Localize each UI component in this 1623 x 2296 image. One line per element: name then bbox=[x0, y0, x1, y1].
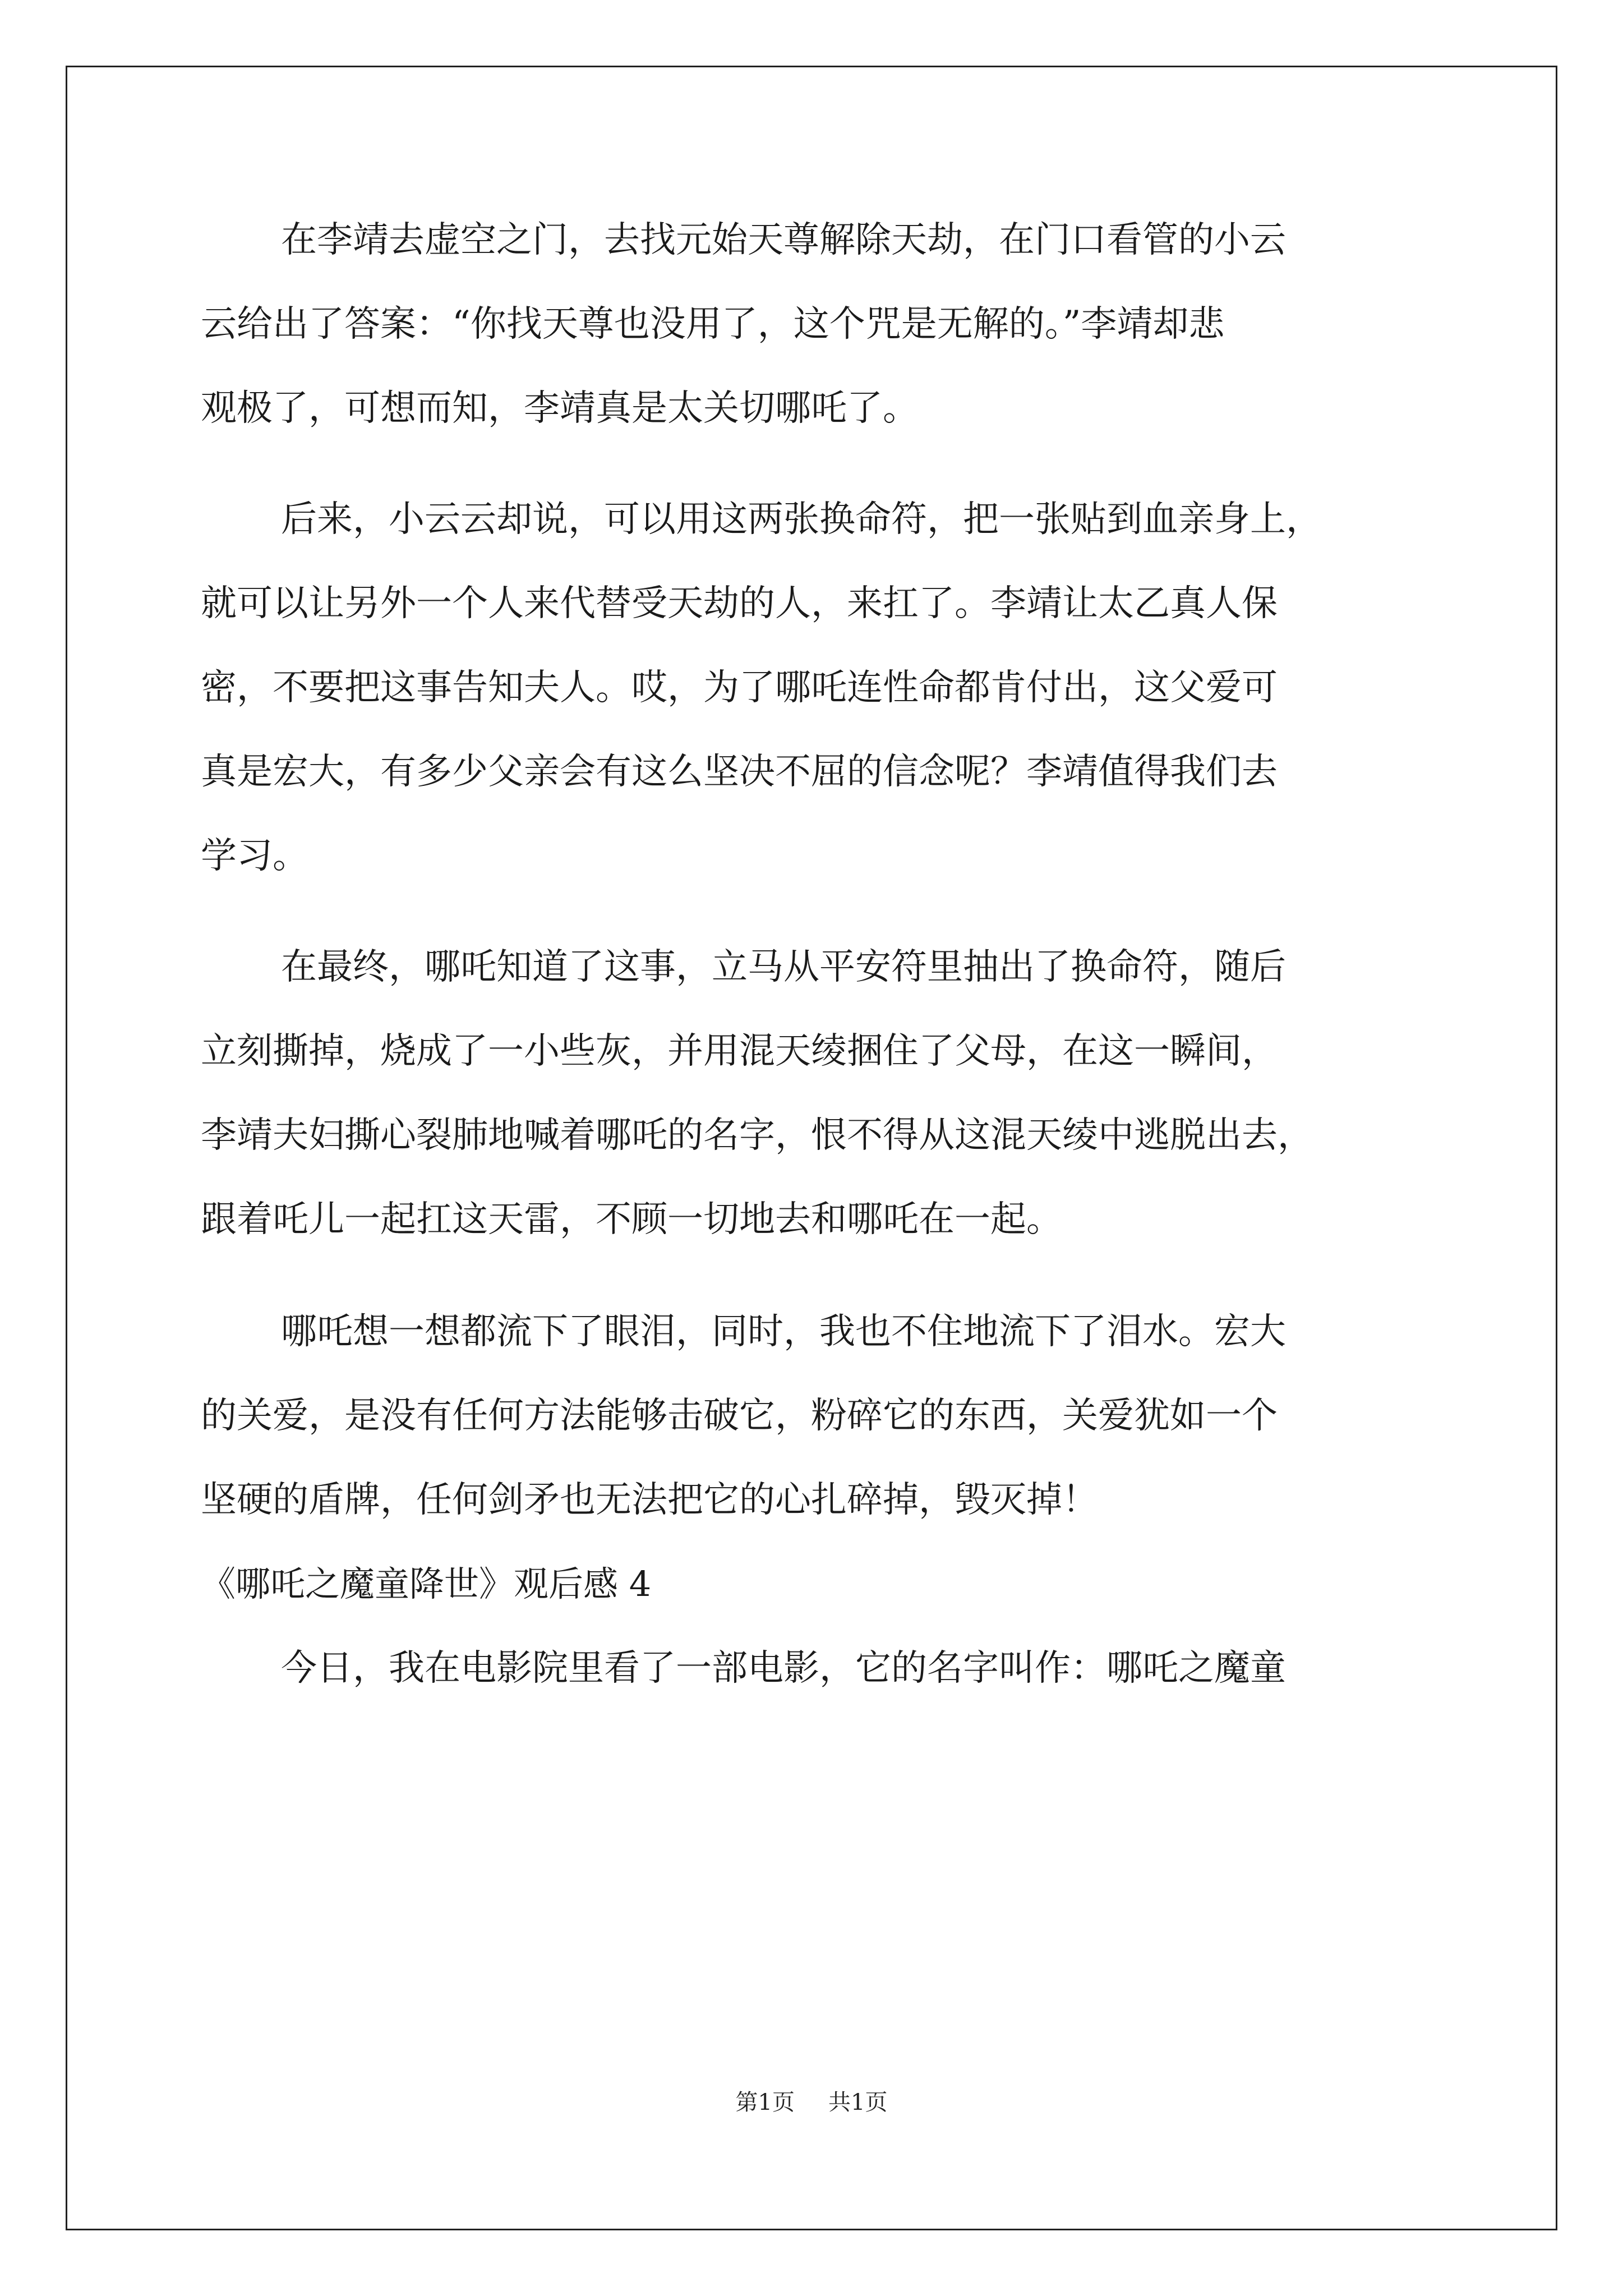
paragraph-4-line-3: 坚硬的盾牌，任何剑矛也无法把它的心扎碎掉，毁灭掉！ bbox=[201, 1479, 1098, 1521]
paragraph-3-line-1: 在最终，哪吒知道了这事，立马从平安符里抽出了换命符，随后 bbox=[281, 946, 1286, 988]
paragraph-1-line-3: 观极了，可想而知，李靖真是太关切哪吒了。 bbox=[201, 388, 919, 429]
paragraph-5-line-1: 今日，我在电影院里看了一部电影，它的名字叫作：哪吒之魔童 bbox=[281, 1648, 1286, 1689]
paragraph-2-line-1: 后来，小云云却说，可以用这两张换命符，把一张贴到血亲身上， bbox=[281, 499, 1322, 540]
page-footer bbox=[0, 2087, 1623, 2118]
paragraph-2-line-4: 真是宏大，有多少父亲会有这么坚决不屈的信念呢？李靖值得我们去 bbox=[201, 751, 1278, 793]
paragraph-4-line-1: 哪吒想一想都流下了眼泪，同时，我也不住地流下了泪水。宏大 bbox=[281, 1311, 1286, 1352]
paragraph-1-line-1: 在李靖去虚空之门，去找元始天尊解除天劫，在门口看管的小云 bbox=[281, 219, 1286, 261]
paragraph-3-line-2: 立刻撕掉，烧成了一小些灰，并用混天绫捆住了父母，在这一瞬间， bbox=[201, 1030, 1278, 1072]
paragraph-4-line-2: 的关爱，是没有任何方法能够击破它，粉碎它的东西，关爱犹如一个 bbox=[201, 1395, 1278, 1437]
paragraph-1-line-2: 云给出了答案：“你找天尊也没用了，这个咒是无解的。”李靖却悲 bbox=[201, 303, 1225, 345]
paragraph-3-line-3: 李靖夫妇撕心裂肺地喊着哪吒的名字，恨不得从这混天绫中逃脱出去， bbox=[201, 1115, 1313, 1156]
page-number-current: 第1页 bbox=[735, 2090, 795, 2115]
page-number-total: 共1页 bbox=[828, 2090, 888, 2115]
paragraph-2-line-2: 就可以让另外一个人来代替受天劫的人，来扛了。李靖让太乙真人保 bbox=[201, 583, 1278, 624]
paragraph-2-line-3: 密，不要把这事告知夫人。哎，为了哪吒连性命都肯付出，这父爱可 bbox=[201, 667, 1278, 708]
paragraph-2-line-5: 学习。 bbox=[201, 835, 308, 877]
paragraph-3-line-4: 跟着吒儿一起扛这天雷，不顾一切地去和哪吒在一起。 bbox=[201, 1199, 1062, 1240]
section-heading: 《哪吒之魔童降世》观后感 4 bbox=[201, 1563, 652, 1604]
